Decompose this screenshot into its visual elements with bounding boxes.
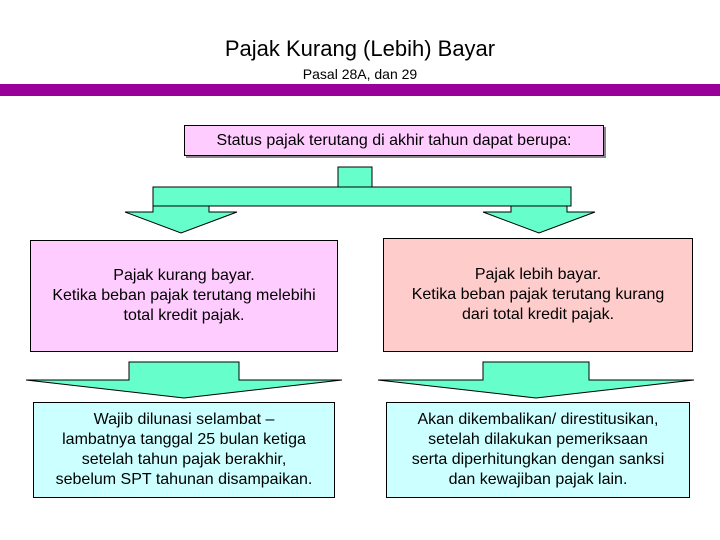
right-condition-line: Pajak lebih bayar. (474, 266, 602, 283)
left-result-text (56, 410, 313, 490)
result-arrow-left (26, 362, 342, 398)
left-result-line: lambatnya tanggal 25 bulan ketiga (62, 431, 306, 448)
left-result-line: sebelum SPT tahunan disampaikan. (55, 471, 313, 488)
left-condition-box (30, 240, 338, 352)
connector-arrow-left (125, 206, 237, 233)
left-condition-line: total kredit pajak. (123, 307, 245, 324)
left-condition-line: Ketika beban pajak terutang melebihi (52, 287, 316, 304)
right-condition-line: Ketika beban pajak terutang kurang (411, 286, 665, 303)
result-arrow-right (378, 362, 694, 398)
right-result-line: dan kewajiban pajak lain. (448, 471, 628, 488)
right-result-line: Akan dikembalikan/ direstitusikan, (417, 411, 659, 428)
connector-stem (338, 167, 372, 187)
right-condition-text (412, 265, 665, 325)
right-condition-box (383, 238, 693, 352)
left-result-box (33, 402, 335, 498)
page-title: Pajak Kurang (Lebih) Bayar (224, 36, 496, 61)
connector-bar (153, 187, 571, 206)
right-result-line: serta diperhitungkan dengan sanksi (411, 451, 665, 468)
right-condition-line: dari total kredit pajak. (461, 306, 615, 323)
connector-arrow-right (483, 206, 595, 233)
right-result-box (386, 402, 690, 498)
right-result-line: setelah dilakukan pemeriksaan (428, 431, 648, 448)
left-condition-line: Pajak kurang bayar. (113, 267, 255, 284)
left-result-line: setelah tahun pajak berakhir, (81, 451, 287, 468)
left-result-line: Wajib dilunasi selambat – (93, 411, 275, 428)
status-text: Status pajak terutang di akhir tahun dapat berupa: (216, 131, 572, 149)
right-result-text (412, 410, 665, 490)
left-condition-text (52, 266, 315, 326)
page-subtitle: Pasal 28A, dan 29 (302, 66, 418, 82)
